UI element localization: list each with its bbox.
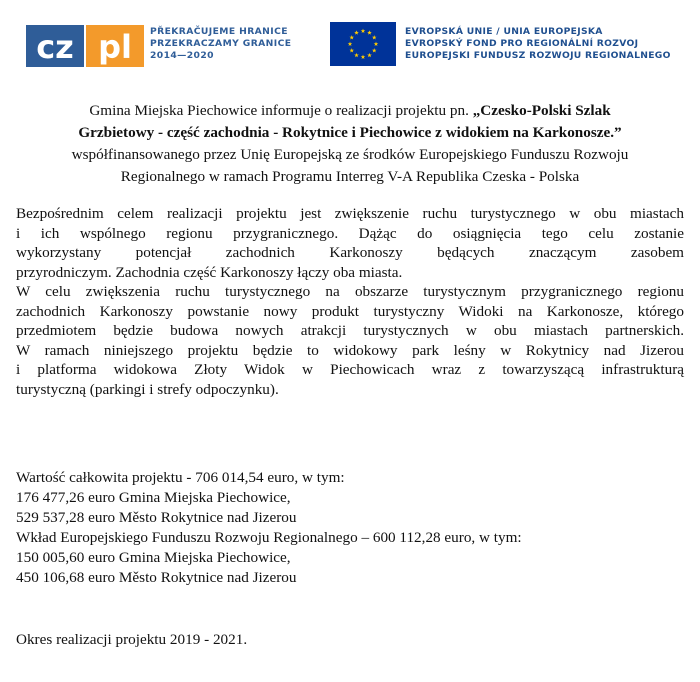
eu-line-1: EVROPSKÁ UNIE / UNIA EUROPEJSKA: [405, 26, 603, 37]
intro-cofinancing: współfinansowanego przez Unię Europejską ze środków Europejskiego Funduszu Rozwoju: [71, 146, 629, 163]
description-line: i ich wspólnego regionu przygranicznego. Dążąc do osiągnięcia tego celu zostanie: [16, 224, 684, 242]
financing-line: 150 005,60 euro Gmina Miejska Piechowice,: [16, 549, 291, 566]
cz-logo-mark: cz: [36, 28, 74, 66]
description-line: wykorzystany potencjał zachodnich Karkonoszy będących znaczącym zasobem: [16, 244, 684, 261]
description-line: zachodnich Karkonoszy powstanie nowy produkt turystyczny Widoki na Karkonosze, którego: [16, 302, 684, 320]
project-title-part2: Grzbietowy - część zachodnia - Rokytnice i Piechowice z widokiem na Karkonosze.”: [78, 124, 622, 141]
description-line: i platforma widokowa Złoty Widok w Piechowicach wraz z towarzyszącą infrastrukturą: [16, 361, 684, 378]
financing-line: 529 537,28 euro Město Rokytnice nad Jizerou: [16, 509, 297, 526]
description-line: W celu zwiększenia ruchu turystycznego na obszarze turystycznym przygranicznego regionu: [16, 283, 684, 300]
logo-bar: [0, 0, 700, 90]
description-line: turystyczną (parkingi i strefy odpoczynku).: [16, 380, 279, 398]
project-intro: [16, 100, 684, 188]
project-financing: [16, 468, 684, 588]
total-value: Wartość całkowita projektu - 706 014,54 euro, w tym:: [16, 469, 345, 486]
project-title-part1: „Czesko-Polski Szlak: [472, 102, 611, 119]
eu-fund-text: [405, 26, 671, 62]
eu-flag-icon: [330, 22, 396, 66]
description-line: przyrodniczym. Zachodnia część Karkonoszy łączy oba miasta.: [16, 263, 403, 281]
slogan-years: 2014—2020: [150, 50, 214, 61]
cz-pl-logo: [26, 25, 144, 67]
description-line: W ramach niniejszego projektu będzie to widokowy park leśny w Rokytnicy nad Jizerou: [16, 341, 684, 359]
intro-lead: Gmina Miejska Piechowice informuje o realizacji projektu pn.: [89, 102, 473, 119]
eu-line-2: EVROPSKÝ FOND PRO REGIONÁLNÍ ROZVOJ: [405, 38, 639, 49]
erdf-contribution: Wkład Europejskiego Funduszu Rozwoju Regionalnego – 600 112,28 euro, w tym:: [16, 529, 522, 546]
financing-line: 176 477,26 euro Gmina Miejska Piechowice,: [16, 489, 291, 506]
description-line: Bezpośrednim celem realizacji projektu jest zwiększenie ruchu turystycznego w obu miastach: [16, 205, 684, 222]
slogan-line-cz: PŘEKRAČUJEME HRANICE: [150, 26, 288, 37]
pl-logo-mark: pl: [98, 28, 132, 66]
project-description: [16, 204, 684, 399]
financing-line: 450 106,68 euro Město Rokytnice nad Jizerou: [16, 569, 297, 586]
eu-line-3: EUROPEJSKI FUNDUSZ ROZWOJU REGIONALNEGO: [405, 50, 671, 61]
description-line: przedmiotem będzie budowa nowych atrakcji turystycznych w obu miastach partnerskich.: [16, 322, 684, 339]
slogan-line-pl: PRZEKRACZAMY GRANICE: [150, 38, 292, 49]
project-period: Okres realizacji projektu 2019 - 2021.: [16, 631, 248, 648]
programme-slogan: [150, 26, 291, 62]
intro-programme: Regionalnego w ramach Programu Interreg V-A Republika Czeska - Polska: [120, 168, 580, 185]
